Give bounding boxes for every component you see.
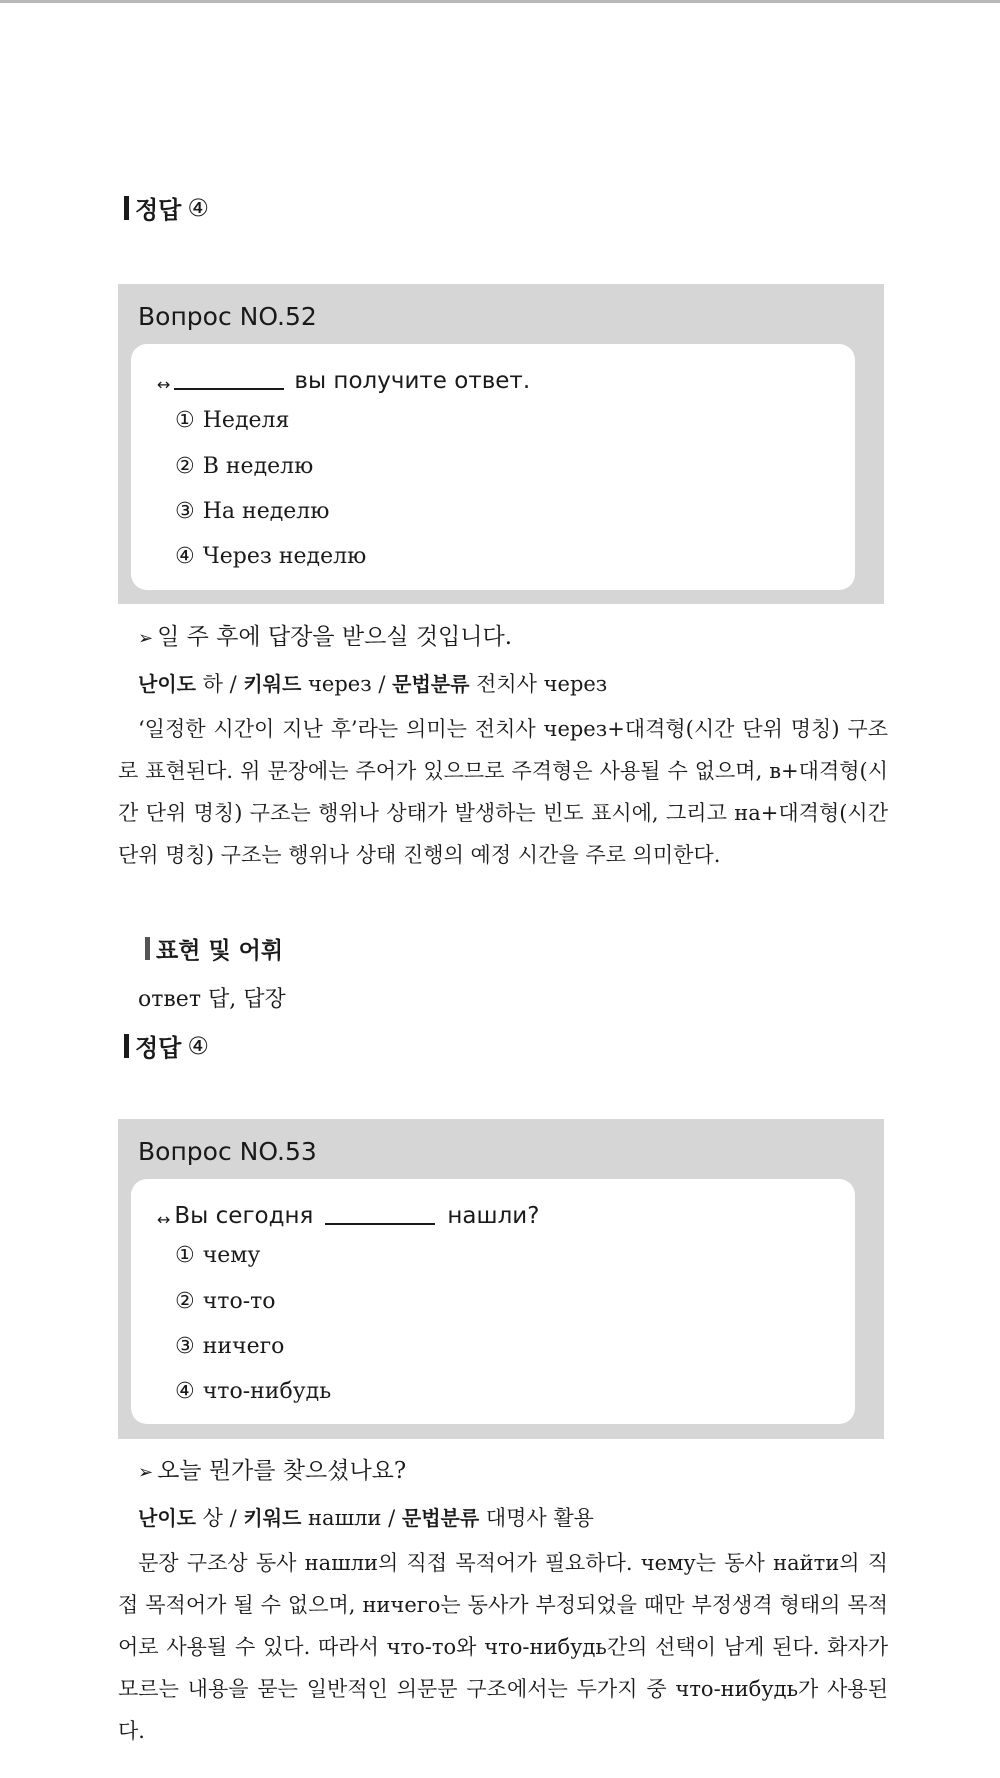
option-4: ④ Через неделю bbox=[175, 544, 367, 569]
prompt-text: вы получите ответ. bbox=[294, 368, 531, 394]
vocab-heading: 표현 및 어휘 bbox=[145, 932, 283, 965]
answer-line-52 bbox=[124, 1028, 209, 1063]
translation-52: ➢ 일 주 후에 답장을 받으실 것입니다. bbox=[138, 624, 513, 650]
question-title: Вопрос NO.53 bbox=[138, 1137, 317, 1166]
answer-value: ④ bbox=[187, 193, 209, 222]
answer-blank bbox=[325, 1201, 435, 1225]
prompt-text-after: нашли? bbox=[447, 1203, 540, 1229]
question-box-53 bbox=[118, 1119, 884, 1439]
explanation-52: ‘일정한 시간이 지난 후’라는 의미는 전치사 через+대격형(시간 단위 명칭) 구조로 표현된다. 위 문장에는 주어가 있으므로 주격형은 사용될 수 없으며, в+대격형(시간 단위 명칭) 구조는 행위나 상태가 발생하는 빈도 표시에, 그리고 на+대격형(시간 단위 명칭) 구조는 행위나 상태 진행의 예정 시간을 주로 의미한다. bbox=[118, 717, 888, 867]
vocab-bar bbox=[145, 937, 150, 960]
question-card bbox=[131, 1179, 855, 1424]
translation-53: ➢ 오늘 뭔가를 찾으셨나요? bbox=[138, 1458, 407, 1484]
question-card bbox=[131, 344, 855, 590]
option-2: ② что-то bbox=[175, 1289, 276, 1314]
question-box-52 bbox=[118, 284, 884, 604]
arrow-icon: ↔ bbox=[157, 375, 171, 394]
top-border bbox=[0, 0, 1000, 3]
question-prompt bbox=[157, 1201, 539, 1229]
explanation-53: 문장 구조상 동사 нашли의 직접 목적어가 필요하다. чему는 동사 найти의 직접 목적어가 될 수 없으며, ничего는 동사가 부정되었을 때만 부정생격 형태의 목적어로 사용될 수 있다. 따라서 что-то와 что-нибудь간의 선택이 남게 된다. 화자가 모르는 내용을 묻는 일반적인 의문문 구조에서는 두가지 중 что-нибудь가 사용된다. bbox=[118, 1551, 888, 1743]
option-3: ③ На неделю bbox=[175, 499, 330, 524]
prompt-text-before: Вы сегодня bbox=[174, 1203, 314, 1229]
meta-line-53: 난이도 상 / 키워드 нашли / 문법분류 대명사 활용 bbox=[138, 1506, 594, 1530]
question-prompt bbox=[157, 366, 530, 394]
option-1: ① Неделя bbox=[175, 408, 290, 433]
answer-label: 정답 bbox=[135, 1034, 182, 1062]
meta-line-52: 난이도 하 / 키워드 через / 문법분류 전치사 через bbox=[138, 672, 608, 696]
answer-bar bbox=[124, 1034, 129, 1058]
answer-value: ④ bbox=[187, 1031, 209, 1060]
answer-blank bbox=[174, 366, 284, 390]
option-3: ③ ничего bbox=[175, 1334, 285, 1359]
question-title: Вопрос NO.52 bbox=[138, 302, 317, 331]
option-1: ① чему bbox=[175, 1243, 261, 1268]
translation-marker-icon: ➢ bbox=[138, 628, 154, 649]
vocab-text: ответ 답, 답장 bbox=[138, 987, 286, 1012]
answer-line-prev bbox=[124, 190, 209, 225]
answer-bar bbox=[124, 196, 129, 220]
option-2: ② В неделю bbox=[175, 454, 314, 479]
translation-marker-icon: ➢ bbox=[138, 1462, 154, 1483]
arrow-icon: ↔ bbox=[157, 1210, 171, 1229]
option-4: ④ что-нибудь bbox=[175, 1379, 332, 1404]
answer-label: 정답 bbox=[135, 196, 182, 224]
